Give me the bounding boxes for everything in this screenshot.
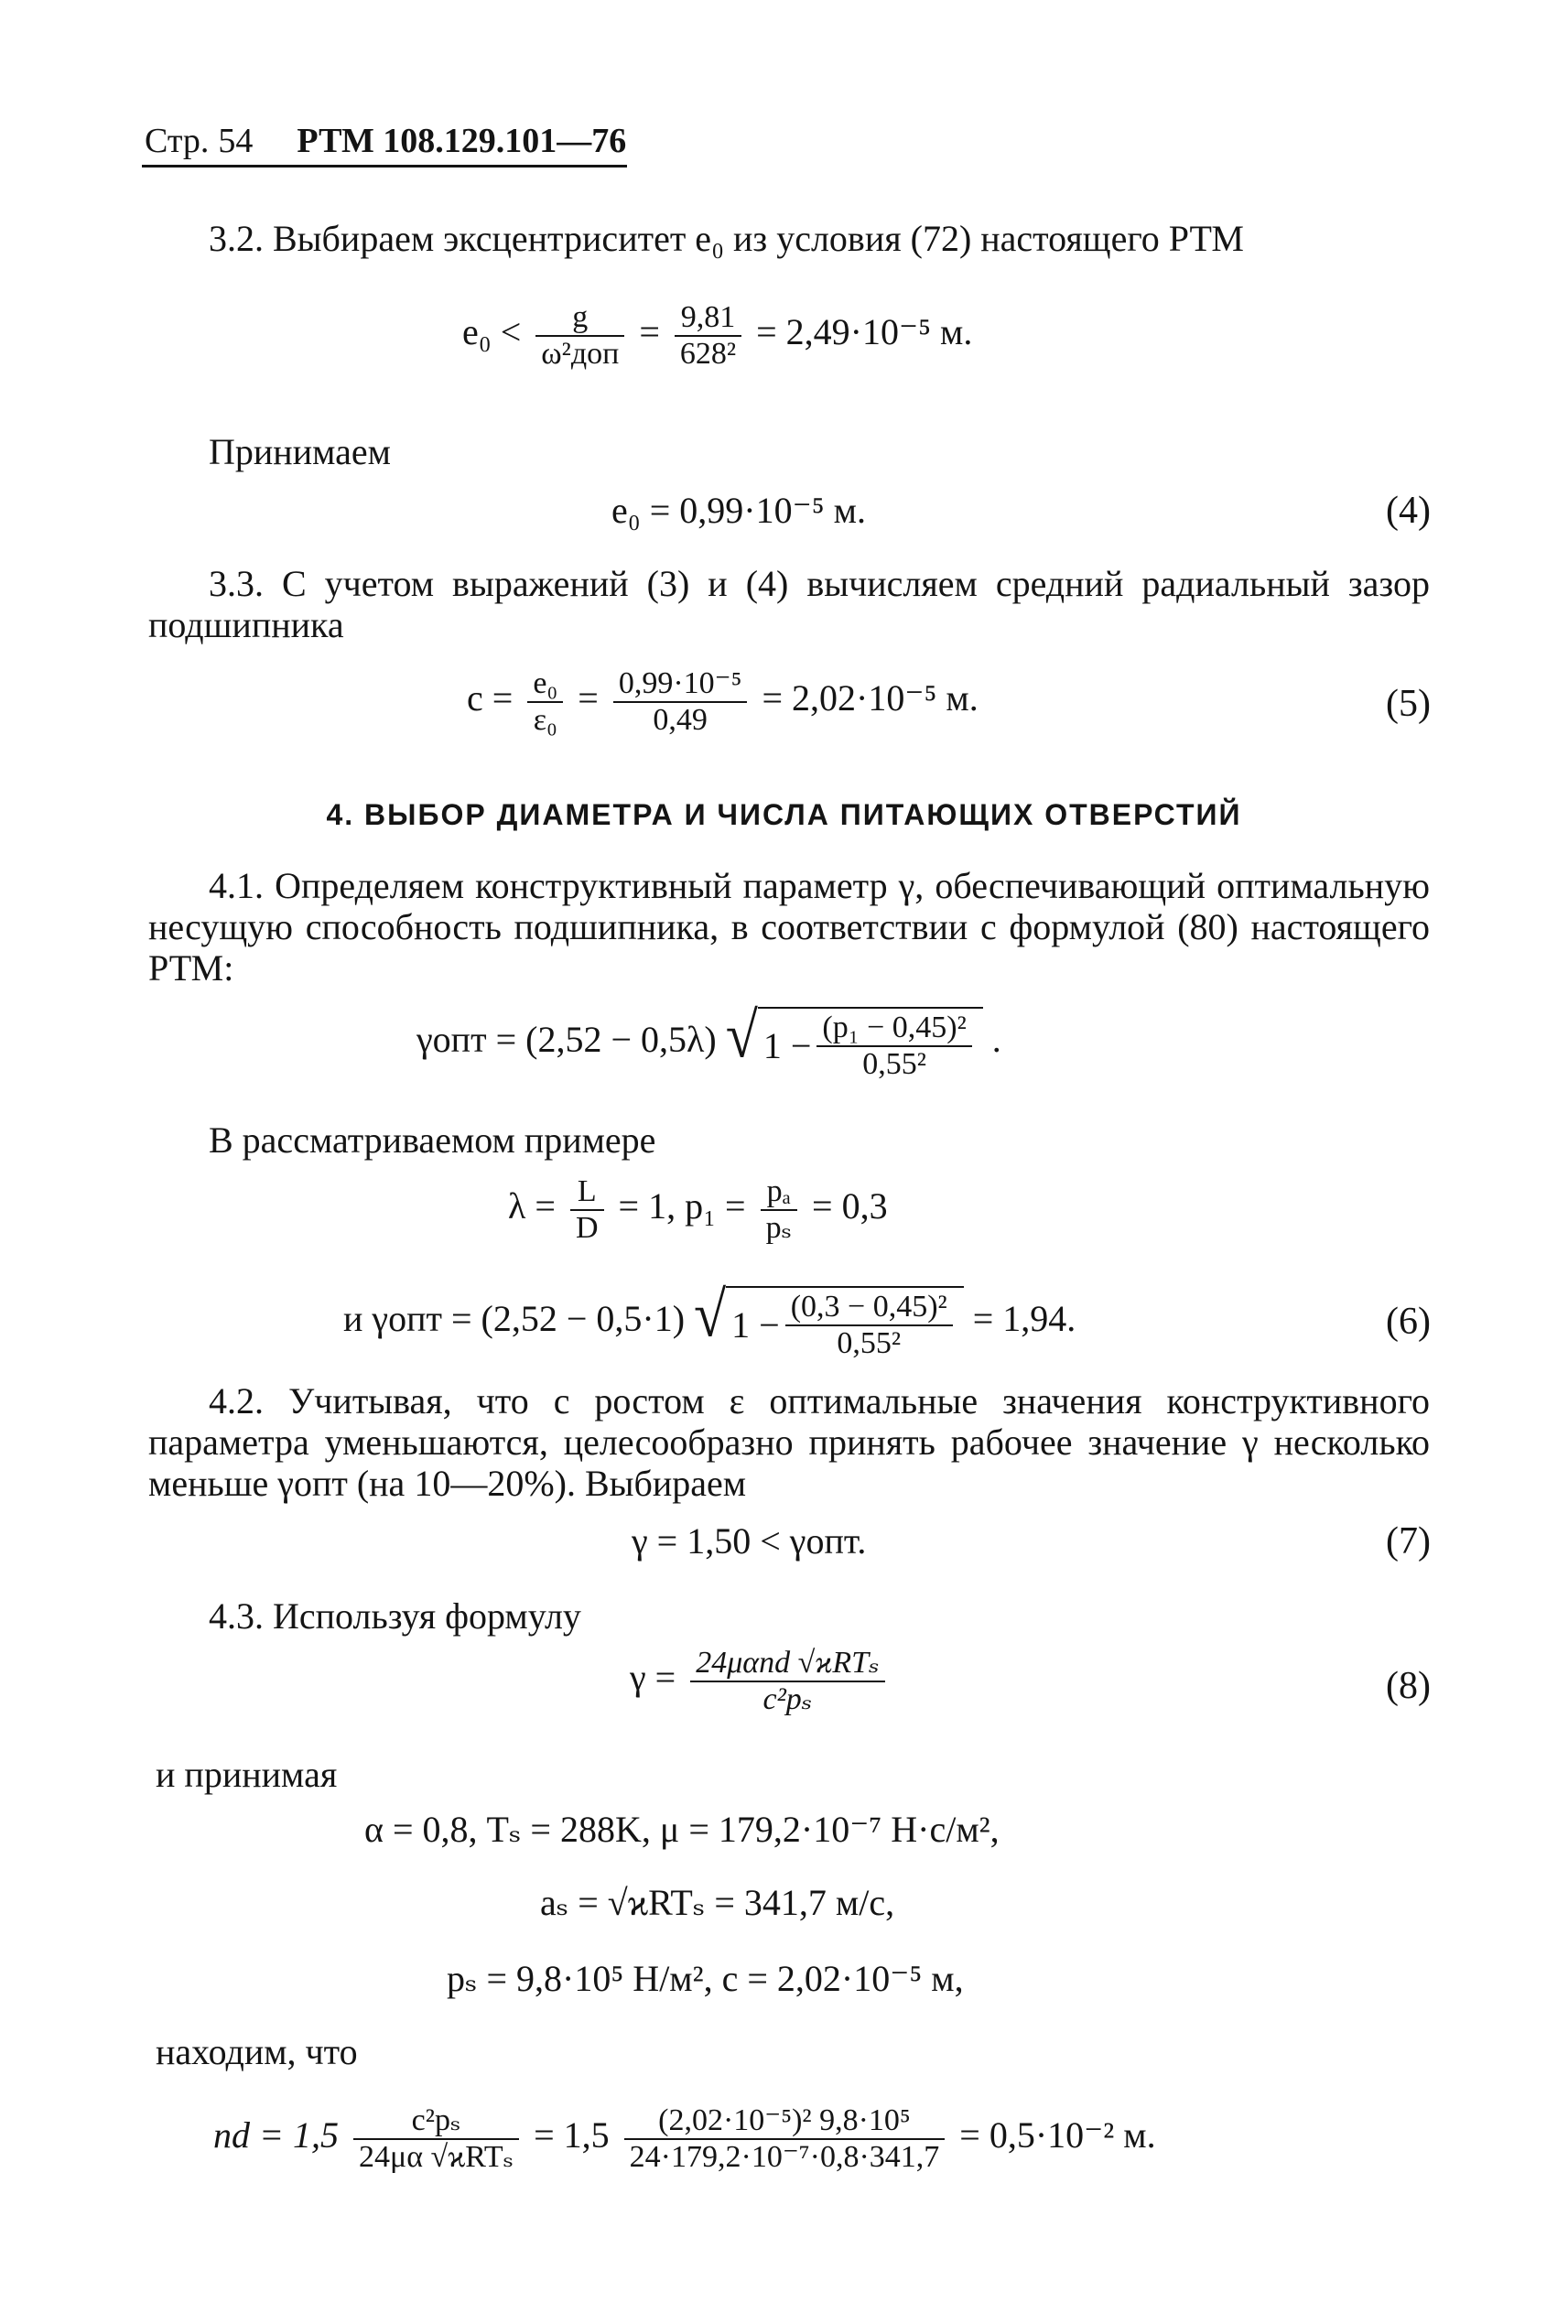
- formula-lhs: и γопт = (2,52 − 0,5·1): [343, 1298, 686, 1340]
- formula-nd-result: [213, 2105, 1156, 2173]
- equals-sign: =: [639, 311, 660, 353]
- equation-number-6: (6): [1386, 1301, 1431, 1343]
- fraction-denominator: pₛ: [765, 1211, 793, 1245]
- fraction-099-049: [613, 668, 748, 736]
- fraction-denominator: ω²доп: [541, 337, 620, 371]
- radicand: [726, 1286, 964, 1359]
- square-root: [725, 999, 983, 1081]
- fraction-L-D: [570, 1176, 604, 1244]
- formula-end: .: [991, 1019, 1001, 1061]
- fraction-numerator: 0,99·10⁻⁵: [618, 666, 742, 700]
- formula-gamma-definition: [630, 1648, 891, 1715]
- formula-e0-value: e₀ = 0,99·10⁻⁵ м.: [611, 490, 866, 531]
- formula-lhs: e₀ <: [462, 311, 522, 353]
- radicand-lead: 1 −: [731, 1304, 780, 1346]
- formula-gamma-opt: [416, 999, 1001, 1081]
- equals-sign: =: [578, 677, 599, 719]
- formula-gamma-opt-value: [343, 1278, 1076, 1360]
- fraction-denominator: 24μα √ϰRTₛ: [359, 2140, 514, 2174]
- radical-sign: √: [694, 1278, 727, 1350]
- section-heading: 4. ВЫБОР ДИАМЕТРА И ЧИСЛА ПИТАЮЩИХ ОТВЕРСТИЙ: [326, 798, 1242, 831]
- formula-gamma-choice: γ = 1,50 < γопт.: [632, 1520, 867, 1562]
- formula-parameters-line3: pₛ = 9,8·10⁵ Н/м², c = 2,02·10⁻⁵ м,: [447, 1958, 964, 1999]
- square-root: [694, 1278, 964, 1360]
- fraction-numeric: [624, 2105, 946, 2173]
- page-header: [145, 121, 626, 161]
- find-text: находим, что: [156, 2031, 358, 2072]
- formula-rhs: = 2,02·10⁻⁵ м.: [762, 677, 979, 719]
- fraction-numerator: (p₁ − 0,45)²: [822, 1011, 967, 1044]
- fraction-numerator: L: [577, 1174, 597, 1208]
- fraction-denominator: ε₀: [533, 703, 557, 737]
- formula-rhs: = 2,49·10⁻⁵ м.: [756, 311, 973, 353]
- formula-lhs: c =: [467, 677, 514, 719]
- fraction-numerator: e₀: [533, 666, 558, 700]
- fraction-denominator: D: [575, 1211, 599, 1245]
- radicand: [758, 1007, 983, 1080]
- formula-rhs: = 0,3: [812, 1185, 888, 1227]
- accept-text: Принимаем: [209, 431, 391, 472]
- fraction-c2ps: [353, 2105, 519, 2173]
- paragraph-4-1: 4.1. Определяем конструктивный параметр γ, обеспечивающий оптимальную несущую способность подшипника, в соответствии с формулой (80) настоящего РТМ:: [148, 865, 1430, 989]
- header-rule: [142, 165, 627, 168]
- paragraph-4-3: 4.3. Используя формулу: [209, 1595, 581, 1637]
- fraction-numerator: (2,02·10⁻⁵)² 9,8·10⁵: [658, 2103, 911, 2137]
- formula-parameters-line1: α = 0,8, Tₛ = 288K, μ = 179,2·10⁻⁷ Н·с/м²,: [364, 1809, 1000, 1850]
- equation-number-8: (8): [1386, 1665, 1431, 1707]
- equation-number-5: (5): [1386, 683, 1431, 725]
- fraction-numerator: c²pₛ: [411, 2103, 461, 2137]
- fraction-e0-eps0: [527, 668, 563, 736]
- example-text: В рассматриваемом примере: [209, 1119, 656, 1161]
- formula-lambda-p1: [508, 1176, 888, 1244]
- page-label: Стр.: [145, 122, 210, 160]
- fraction-gamma: [690, 1648, 884, 1715]
- page-number: 54: [218, 122, 254, 160]
- formula-lhs: γопт = (2,52 − 0,5λ): [416, 1019, 717, 1061]
- formula-rhs: = 1,94.: [972, 1298, 1076, 1340]
- fraction-numerator: 9,81: [680, 300, 736, 334]
- formula-lhs: nd = 1,5: [213, 2114, 339, 2156]
- formula-eccentricity-limit: [462, 302, 972, 370]
- fraction-denominator: 0,49: [653, 703, 708, 737]
- radicand-lead: 1 −: [762, 1025, 812, 1066]
- fraction-denominator: 0,55²: [837, 1326, 902, 1360]
- formula-mid: = 1,5: [534, 2114, 610, 2156]
- taking-text: и принимая: [156, 1754, 338, 1795]
- formula-lhs: γ =: [630, 1657, 676, 1699]
- document-code: РТМ 108.129.101—76: [297, 122, 627, 160]
- fraction-denominator: 628²: [679, 337, 737, 371]
- paragraph-4-2: 4.2. Учитывая, что с ростом ε оптимальные значения конструктивного параметра уменьшаются, целесообразно принять рабочее значение γ несколько меньше γопт (на 10—20%). Выбираем: [148, 1380, 1430, 1504]
- formula-rhs: = 0,5·10⁻² м.: [959, 2114, 1156, 2156]
- radical-sign: √: [725, 999, 758, 1071]
- formula-parameters-line2: aₛ = √ϰRTₛ = 341,7 м/с,: [540, 1882, 895, 1923]
- fraction-numerator: g: [572, 300, 589, 334]
- fraction-denominator: c²pₛ: [762, 1682, 813, 1716]
- fraction-03: [785, 1292, 953, 1359]
- paragraph-3-2: 3.2. Выбираем эксцентриситет e₀ из условия (72) настоящего РТМ: [209, 218, 1244, 259]
- formula-lhs: λ =: [508, 1185, 556, 1227]
- equation-number-4: (4): [1386, 490, 1431, 532]
- fraction-numerator: (0,3 − 0,45)²: [790, 1290, 947, 1324]
- fraction-p1: [816, 1012, 971, 1080]
- equation-number-7: (7): [1386, 1520, 1431, 1562]
- paragraph-3-3: 3.3. С учетом выражений (3) и (4) вычисляем средний радиальный зазор подшипника: [148, 563, 1430, 645]
- fraction-denominator: 24·179,2·10⁻⁷·0,8·341,7: [629, 2140, 940, 2174]
- fraction-pa-ps: [761, 1176, 797, 1244]
- fraction-numerator: pₐ: [766, 1174, 791, 1208]
- fraction-g-omega: [535, 302, 624, 370]
- formula-mid: = 1, p₁ =: [618, 1185, 746, 1227]
- fraction-981-628: [675, 302, 741, 370]
- fraction-denominator: 0,55²: [862, 1047, 926, 1081]
- fraction-numerator: 24μαnd √ϰRTₛ: [696, 1646, 880, 1680]
- formula-radial-clearance: [467, 668, 979, 736]
